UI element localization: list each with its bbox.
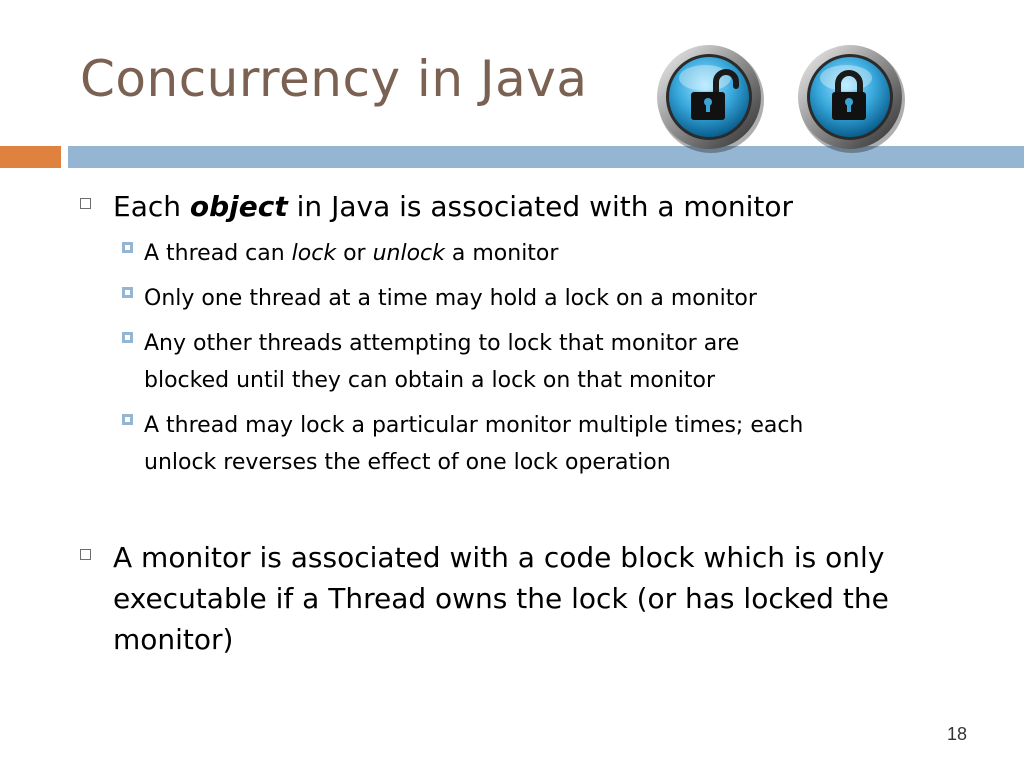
filled-square-bullet-icon	[122, 242, 133, 253]
slide-title: Concurrency in Java	[80, 50, 588, 108]
bullet-text-part: Each	[113, 190, 190, 223]
sub-bullet-item	[122, 280, 757, 317]
sub-bullet-item	[122, 235, 558, 272]
bullet-text-part: or	[336, 241, 373, 266]
hollow-square-bullet-icon	[80, 198, 91, 209]
bullet-text-part: in Java is associated with a monitor	[287, 190, 793, 223]
bullet-text-part: A thread can	[144, 241, 292, 266]
text-line: A thread may lock a particular monitor multiple times; each	[144, 413, 804, 438]
filled-square-bullet-icon	[122, 414, 133, 425]
sub-bullet-text	[144, 235, 558, 272]
text-line: A monitor is associated with a code block which is only	[113, 541, 885, 574]
sub-bullet-text	[144, 407, 803, 481]
filled-square-bullet-icon	[122, 287, 133, 298]
bullet-text	[113, 186, 793, 227]
text-line: executable if a Thread owns the lock (or has locked the	[113, 582, 889, 615]
hollow-square-bullet-icon	[80, 549, 91, 560]
text-line: monitor)	[113, 623, 234, 656]
sub-bullet-text: Only one thread at a time may hold a lock on a monitor	[144, 286, 757, 311]
emphasis-object: object	[189, 190, 288, 223]
page-number: 18	[947, 724, 968, 744]
text-line: unlock reverses the effect of one lock operation	[144, 450, 671, 475]
emphasis-lock: lock	[291, 241, 337, 266]
sub-bullet-text	[144, 325, 739, 399]
filled-square-bullet-icon	[122, 332, 133, 343]
bullet-item	[80, 186, 793, 227]
text-line: blocked until they can obtain a lock on that monitor	[144, 368, 716, 393]
sub-bullet-item	[122, 407, 803, 481]
bullet-text	[113, 537, 889, 660]
sub-bullet-item	[122, 325, 739, 399]
text-line: Any other threads attempting to lock that monitor are	[144, 331, 740, 356]
bullet-item	[80, 537, 889, 660]
bullet-text-part: a monitor	[444, 241, 559, 266]
emphasis-unlock: unlock	[372, 241, 445, 266]
